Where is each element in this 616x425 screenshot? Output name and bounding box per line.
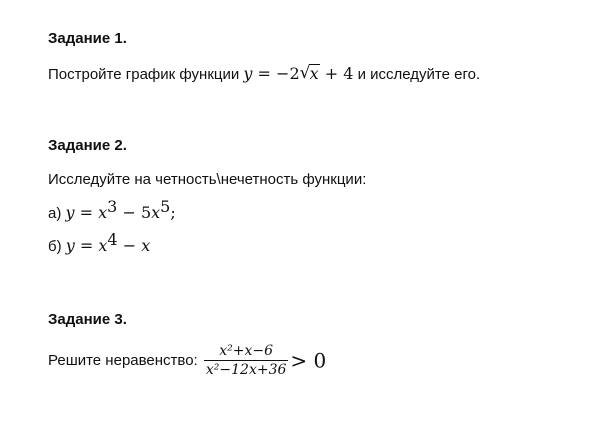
- fraction-denominator: x²−12x+36: [205, 362, 287, 378]
- formula-x: x: [98, 203, 108, 222]
- formula-minus: −: [117, 236, 142, 255]
- task1-text-before: Постройте график функции: [48, 66, 244, 83]
- task2-item-b-label: б): [48, 238, 66, 255]
- task1-formula-tail: + 4: [319, 64, 354, 83]
- formula-exponent: 5: [160, 197, 171, 216]
- formula-x: x: [141, 236, 151, 255]
- task1-heading: Задание 1.: [48, 30, 127, 47]
- radical-sign-icon: √: [299, 63, 311, 83]
- formula-exponent: 3: [107, 197, 118, 216]
- fraction-numerator: x²+x−6: [219, 343, 274, 359]
- task3-heading: Задание 3.: [48, 311, 127, 328]
- task1-radicand: x: [309, 64, 319, 83]
- task3-text: Решите неравенство:: [48, 352, 202, 369]
- task2-heading: Задание 2.: [48, 137, 127, 154]
- task2-item-a-label: а): [48, 205, 66, 222]
- task1-statement: [48, 64, 480, 83]
- formula-eq: =: [74, 203, 99, 222]
- formula-exponent: 4: [107, 230, 118, 249]
- task2-item-a: [48, 197, 176, 222]
- task2-item-b: [48, 230, 151, 255]
- task1-sqrt: [300, 64, 320, 83]
- formula-minus: − 5: [117, 203, 152, 222]
- task2-intro: Исследуйте на четность\нечетность функции:: [48, 171, 367, 188]
- formula-y: y: [65, 203, 75, 222]
- formula-semicolon: ;: [170, 203, 176, 222]
- task1-formula-lhs: y: [243, 64, 253, 83]
- formula-y: y: [65, 236, 75, 255]
- task3-relation: > 0: [290, 348, 327, 373]
- formula-eq: =: [74, 236, 99, 255]
- task1-text-after: и исследуйте его.: [353, 66, 481, 83]
- formula-x: x: [98, 236, 108, 255]
- task1-formula-eq: = −2: [252, 64, 300, 83]
- task3-statement: [48, 342, 326, 379]
- task3-fraction: [204, 342, 289, 379]
- formula-x: x: [151, 203, 161, 222]
